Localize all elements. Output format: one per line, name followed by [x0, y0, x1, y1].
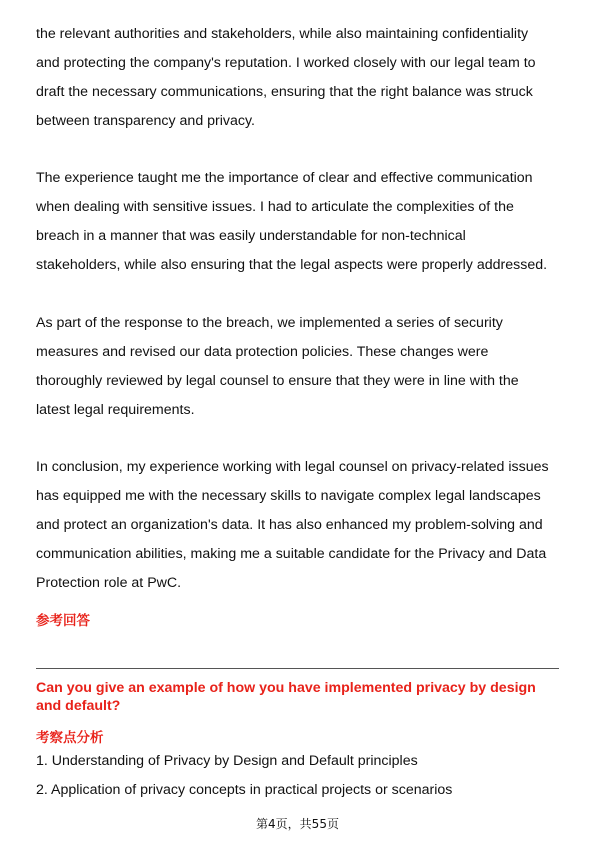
- reference-answer-heading: 参考回答: [36, 613, 90, 629]
- paragraph-line: draft the necessary communications, ensuring that the right balance was struck: [36, 84, 533, 100]
- paragraph-1: [36, 20, 566, 136]
- question-heading: [36, 679, 566, 715]
- paragraph-line: when dealing with sensitive issues. I had to articulate the complexities of the: [36, 199, 514, 215]
- paragraph-line: As part of the response to the breach, we implemented a series of security: [36, 315, 503, 331]
- paragraph-line: In conclusion, my experience working with legal counsel on privacy-related issues: [36, 459, 549, 475]
- paragraph-line: measures and revised our data protection policies. These changes were: [36, 344, 489, 360]
- paragraph-line: the relevant authorities and stakeholders, while also maintaining confidentiality: [36, 26, 529, 42]
- paragraph-line: and protect an organization's data. It has also enhanced my problem-solving and: [36, 517, 543, 533]
- paragraph-line: communication abilities, making me a suitable candidate for the Privacy and Data: [36, 546, 547, 562]
- paragraph-line: stakeholders, while also ensuring that the legal aspects were properly addressed.: [36, 257, 548, 273]
- paragraph-4: [36, 453, 566, 598]
- paragraph-line: latest legal requirements.: [36, 402, 195, 418]
- paragraph-2: [36, 164, 566, 280]
- paragraph-line: has equipped me with the necessary skills to navigate complex legal landscapes: [36, 488, 541, 504]
- paragraph-line: Protection role at PwC.: [36, 575, 182, 591]
- paragraph-line: thoroughly reviewed by legal counsel to ensure that they were in line with the: [36, 373, 519, 389]
- section-divider: [36, 668, 559, 669]
- question-line: and default?: [36, 698, 121, 714]
- analysis-point-2: 2. Application of privacy concepts in practical projects or scenarios: [36, 782, 453, 798]
- question-line: Can you give an example of how you have implemented privacy by design: [36, 680, 536, 696]
- paragraph-3: [36, 309, 566, 425]
- paragraph-line: between transparency and privacy.: [36, 113, 255, 129]
- analysis-heading: 考察点分析: [36, 730, 104, 746]
- paragraph-line: breach in a manner that was easily understandable for non-technical: [36, 228, 466, 244]
- paragraph-line: and protecting the company's reputation. I worked closely with our legal team to: [36, 55, 536, 71]
- paragraph-line: The experience taught me the importance of clear and effective communication: [36, 170, 533, 186]
- analysis-point-1: 1. Understanding of Privacy by Design and Default principles: [36, 753, 418, 769]
- page-number-footer: 第4页，共55页: [256, 817, 339, 831]
